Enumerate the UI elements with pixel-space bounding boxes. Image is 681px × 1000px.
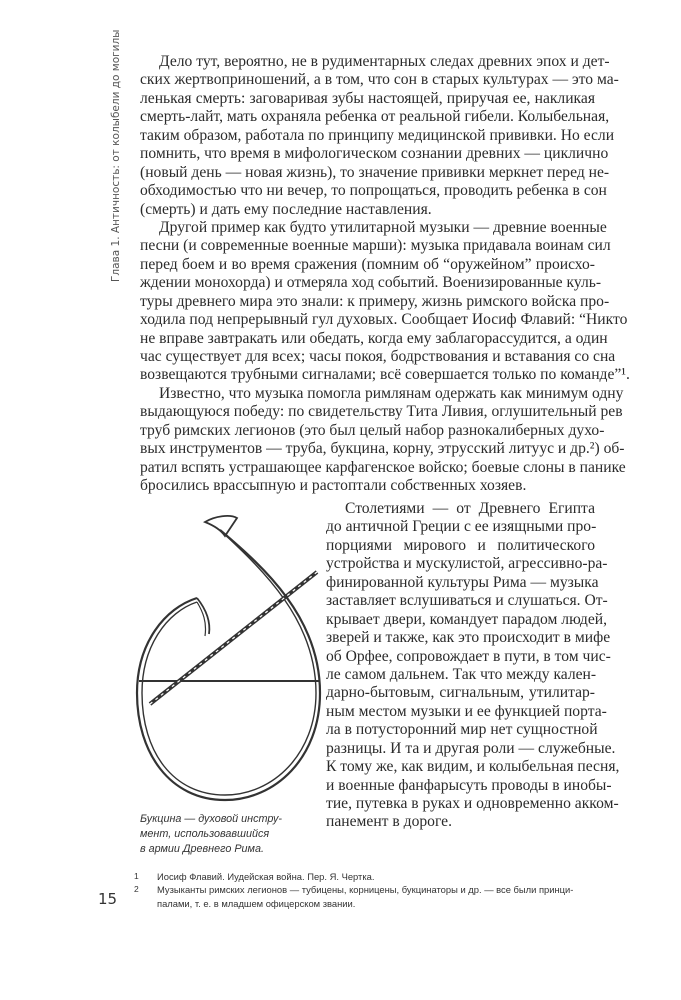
text-line: дарно-бытовым, сигнальным, утилитар-	[326, 684, 595, 702]
caption-line: в армии Древнего Рима.	[140, 843, 264, 855]
footnote-number: 1	[134, 871, 139, 881]
text-line: об Орфее, сопровождает в пути, в том чис-	[326, 647, 611, 665]
text-line: Известно, что музыка помогла римлянам одержать как минимум одну	[159, 384, 624, 402]
text-line: Дело тут, вероятно, не в рудиментарных следах древних эпох и дет-	[159, 53, 610, 70]
text-line: туры древнего мира это знали: к примеру, жизнь римского войска про-	[140, 292, 610, 310]
text-line: ратил вспять устрашающее карфагенское войско; боевые слоны в панике	[140, 458, 626, 476]
running-head: Глава 1. Античность: от колыбели до могилы	[110, 29, 122, 282]
footnote-line: палами, т. е. в младшем офицерском звании.	[157, 897, 356, 909]
buccina-loop	[137, 530, 320, 800]
footnote-number: 2	[134, 884, 139, 895]
text-line: ленькая смерть: заговаривая зубы настоящей, приручая ее, накликая	[140, 89, 595, 107]
text-line: устройства и мускулистой, агрессивно-ра-	[326, 555, 608, 573]
side-text	[326, 500, 620, 832]
footnote-line: Музыканты римских легионов — тубицены, корницены, букцинаторы и др. — все были принци-	[157, 884, 574, 896]
text-line: смерть-лайт, мать охраняла ребенка от реальной гибели. Колыбельная,	[140, 108, 610, 126]
text-line: разницы. И та и другая роли — служебные.	[326, 739, 616, 757]
text-line: труб римских легионов (это был целый набор разнокалиберных духо-	[140, 421, 605, 439]
text-line: ле самом дальнем. Так что между кален-	[326, 665, 597, 683]
text-line: К тому же, как видим, и колыбельная песня,	[326, 758, 620, 776]
footnote	[134, 883, 610, 910]
footnote	[134, 870, 610, 883]
text-line: возвещаются трубными сигналами; всё совершается только по команде”¹.	[140, 366, 630, 384]
text-line: (смерть) и дать ему последние наставления.	[140, 200, 432, 218]
text-line: бросились врассыпную и растоптали собственных хозяев.	[140, 477, 527, 495]
text-line: ным местом музыки и ее функцией порта-	[326, 702, 607, 720]
text-line: тие, путевка в руках и одновременно акком-	[326, 795, 619, 812]
text-line: ждении монохорда) и отмеряла ход событий. Военизированные куль-	[140, 274, 602, 292]
text-line: помнить, что время в мифологическом сознании древних — циклично	[140, 145, 609, 163]
text-line: панемент в дороге.	[326, 813, 452, 831]
text-line: Другой пример как будто утилитарной музыки — древние военные	[159, 218, 607, 236]
figure-caption	[140, 812, 320, 857]
text-line: ходила под непрерывный гул духовых. Сообщает Иосиф Флавий: “Никто	[140, 311, 628, 329]
text-line: зверей и также, как это происходит в мифе	[326, 629, 611, 647]
text-line: вых инструментов — труба, букцина, корну, этрусский литуус и др.²) об-	[140, 440, 625, 458]
text-line: финированной культуры Рима — музыка	[326, 573, 599, 591]
text-line: порциями мирового и политического	[326, 536, 595, 554]
text-line: выдающуюся победу: по свидетельству Тита Ливия, оглушительный рев	[140, 403, 623, 421]
text-line: до античной Греции с ее изящными про-	[326, 518, 597, 536]
main-text	[140, 53, 630, 496]
caption-line: мент, использовавшийся	[140, 828, 270, 840]
text-line: перед боем и во время сражения (помним об “оружейном” происхо-	[140, 255, 595, 273]
footnotes	[134, 870, 610, 910]
text-line: обходимостью что ни вечер, то попрощаться, проводить ребенка в сон	[140, 182, 607, 200]
buccina-bell	[205, 516, 237, 536]
text-line: крывает двери, командует парадом людей,	[326, 610, 608, 628]
text-line: заставляет вслушиваться и слушаться. От-	[326, 592, 608, 610]
text-line: (новый день — новая жизнь), то значение прививки меркнет перед не-	[140, 163, 610, 181]
buccina-illustration-icon	[125, 508, 325, 813]
text-line: ских жертвоприношений, а в том, что сон в старых культурах — это ма-	[140, 71, 619, 89]
text-line: не вправе завтракать или обедать, когда ему заблагорассудится, а один	[140, 329, 608, 347]
text-line: Столетиями — от Древнего Египта	[345, 500, 595, 517]
text-line: и военные фанфарысуть проводы в инобы-	[326, 776, 612, 794]
page-number: 15	[98, 890, 118, 908]
text-line: таким образом, работала по принципу медицинской прививки. Но если	[140, 126, 615, 144]
caption-line: Букцина — духовой инстру-	[140, 813, 282, 825]
text-line: ла в потусторонний мир нет сущностной	[326, 721, 598, 739]
text-line: песни (и современные военные марши): музыка придавала воинам сил	[140, 237, 611, 255]
text-line: час существует для всех; часы покоя, бодрствования и вставания со сна	[140, 348, 616, 365]
footnote-line: Иосиф Флавий. Иудейская война. Пер. Я. Чертка.	[157, 871, 375, 882]
